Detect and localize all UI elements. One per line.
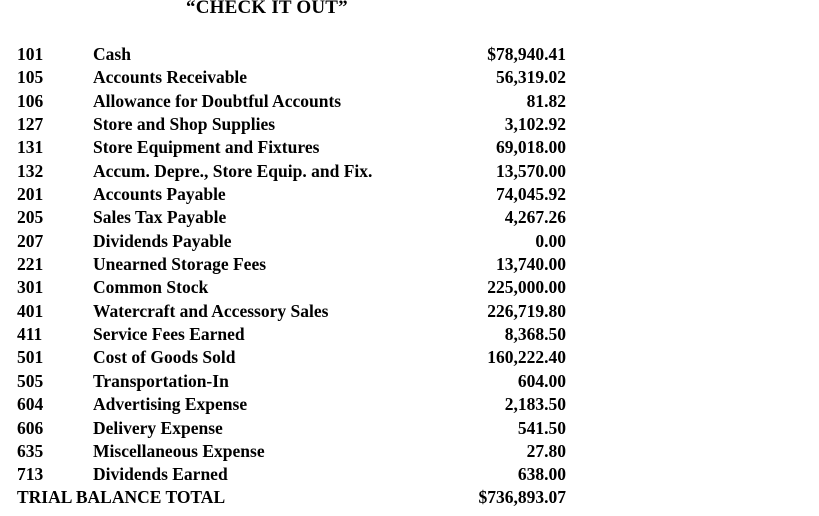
account-code: 201	[17, 184, 44, 205]
account-name: Store and Shop Supplies	[93, 114, 276, 135]
account-list	[0, 43, 819, 487]
account-name: Store Equipment and Fixtures	[93, 137, 320, 158]
total-label: TRIAL BALANCE TOTAL	[17, 487, 226, 507]
account-amount: 27.80	[526, 440, 566, 461]
account-amount: 13,740.00	[496, 254, 566, 275]
account-amount: 3,102.92	[504, 114, 566, 135]
account-amount: 4,267.26	[504, 207, 566, 228]
account-row	[0, 440, 819, 463]
account-amount: 225,000.00	[487, 277, 566, 298]
account-row	[0, 66, 819, 89]
account-name: Service Fees Earned	[93, 324, 245, 345]
account-amount: 8,368.50	[504, 324, 566, 345]
account-row	[0, 113, 819, 136]
account-name: Delivery Expense	[93, 417, 223, 438]
account-code: 131	[17, 137, 44, 158]
account-name: Transportation-In	[93, 370, 229, 391]
account-code: 501	[17, 347, 44, 368]
account-code: 205	[17, 207, 44, 228]
account-row	[0, 206, 819, 229]
account-name: Accounts Receivable	[93, 67, 248, 88]
account-name: Miscellaneous Expense	[93, 440, 265, 461]
account-name: Accum. Depre., Store Equip. and Fix.	[93, 160, 373, 181]
account-amount: 81.82	[526, 90, 566, 111]
account-name: Unearned Storage Fees	[93, 254, 267, 275]
account-amount: 2,183.50	[504, 394, 566, 415]
account-amount: 604.00	[517, 370, 566, 391]
total-amount: $736,893.07	[478, 487, 566, 507]
account-code: 606	[17, 417, 44, 438]
account-code: 127	[17, 114, 44, 135]
account-code: 301	[17, 277, 44, 298]
account-row	[0, 463, 819, 486]
account-code: 132	[17, 160, 44, 181]
account-amount: 0.00	[535, 230, 566, 251]
account-row	[0, 323, 819, 346]
account-name: Allowance for Doubtful Accounts	[93, 90, 342, 111]
account-row	[0, 43, 819, 66]
account-code: 207	[17, 230, 44, 251]
account-name: Cost of Goods Sold	[93, 347, 236, 368]
document-title: “CHECK IT OUT”	[186, 0, 348, 18]
account-row	[0, 417, 819, 440]
account-code: 105	[17, 67, 44, 88]
account-name: Dividends Payable	[93, 230, 232, 251]
account-code: 411	[17, 324, 43, 345]
account-row	[0, 230, 819, 253]
account-amount: 541.50	[517, 417, 566, 438]
account-code: 101	[17, 44, 44, 64]
account-row	[0, 253, 819, 276]
account-code: 713	[17, 464, 44, 485]
account-row	[0, 90, 819, 113]
account-code: 401	[17, 300, 44, 321]
account-code: 106	[17, 90, 44, 111]
account-row	[0, 160, 819, 183]
account-amount: 13,570.00	[496, 160, 566, 181]
account-name: Dividends Earned	[93, 464, 228, 485]
account-amount: 56,319.02	[496, 67, 566, 88]
account-row	[0, 183, 819, 206]
account-amount: $78,940.41	[487, 44, 566, 64]
account-row	[0, 300, 819, 323]
account-row	[0, 370, 819, 393]
account-row	[0, 136, 819, 159]
account-name: Cash	[93, 44, 131, 64]
account-code: 604	[17, 394, 44, 415]
account-row	[0, 346, 819, 369]
account-amount: 226,719.80	[487, 300, 566, 321]
account-name: Common Stock	[93, 277, 209, 298]
account-name: Watercraft and Accessory Sales	[93, 300, 329, 321]
account-row	[0, 393, 819, 416]
account-amount: 638.00	[517, 464, 566, 485]
account-code: 221	[17, 254, 44, 275]
total-row	[0, 486, 819, 509]
account-amount: 160,222.40	[487, 347, 566, 368]
account-code: 635	[17, 440, 44, 461]
account-name: Accounts Payable	[93, 184, 226, 205]
account-name: Advertising Expense	[93, 394, 248, 415]
account-row	[0, 276, 819, 299]
account-amount: 69,018.00	[496, 137, 566, 158]
account-amount: 74,045.92	[496, 184, 566, 205]
account-code: 505	[17, 370, 44, 391]
account-name: Sales Tax Payable	[93, 207, 227, 228]
